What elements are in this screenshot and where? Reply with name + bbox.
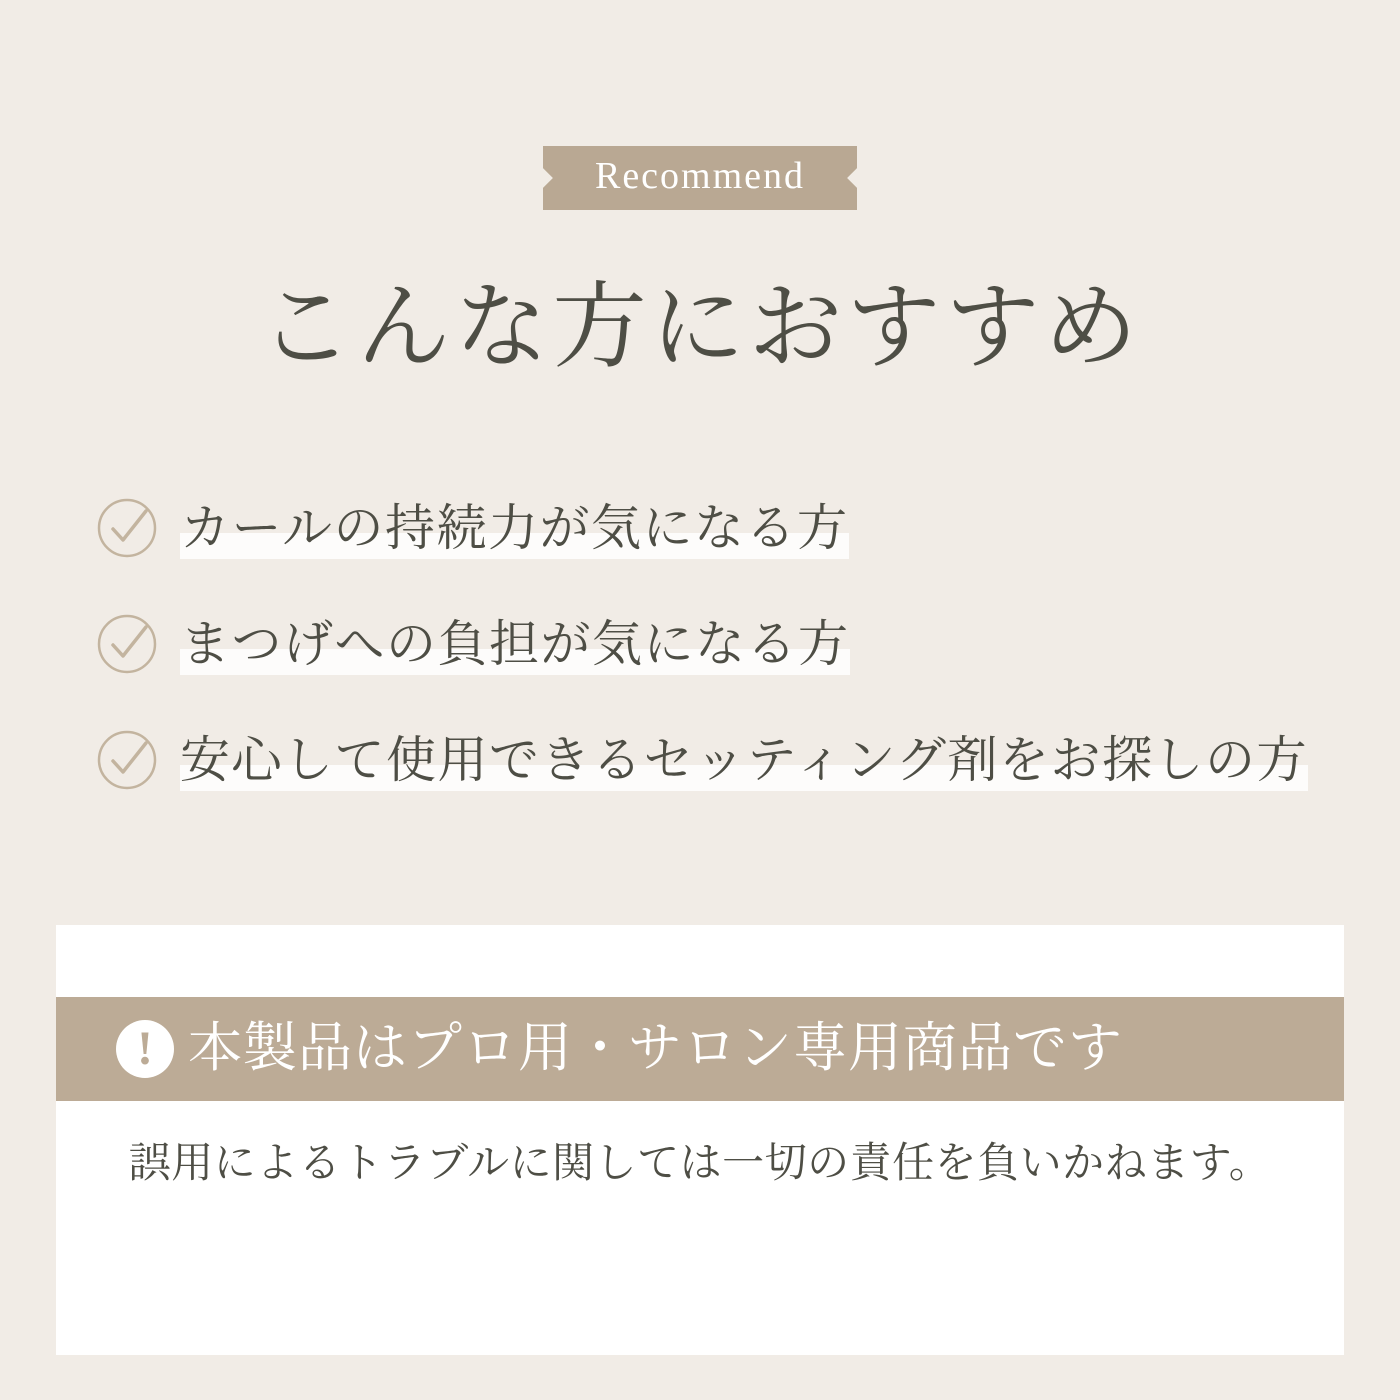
notice-body-text: 誤用によるトラブルに関しては一切の責任を負いかねます。	[128, 1141, 1272, 1187]
list-item	[96, 724, 1336, 796]
ribbon-container	[0, 146, 1400, 210]
page-title: こんな方におすすめ	[258, 276, 1142, 380]
notice-banner-label: 本製品はプロ用・サロン専用商品です	[188, 1018, 1123, 1079]
list-item-label: まつげへの負担が気になる方	[180, 613, 850, 676]
list-item-label: カールの持続力が気になる方	[180, 497, 849, 560]
list-item	[96, 492, 1336, 564]
notice-card	[56, 925, 1344, 1355]
check-icon	[96, 497, 158, 559]
recommend-checklist	[96, 492, 1336, 840]
check-icon	[96, 729, 158, 791]
exclamation-icon: !	[116, 1020, 174, 1078]
check-icon	[96, 613, 158, 675]
list-item	[96, 608, 1336, 680]
ribbon-label: Recommend	[543, 146, 857, 210]
list-item-label: 安心して使用できるセッティング剤をお探しの方	[180, 729, 1308, 792]
notice-banner	[56, 997, 1344, 1101]
